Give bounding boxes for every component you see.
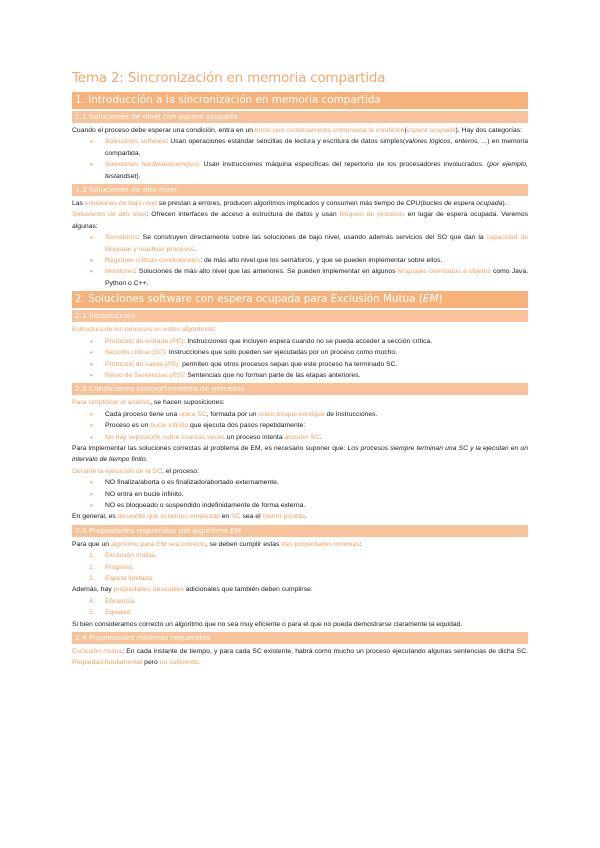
section-2-3-heading: 2.3 Propiedades requeridas del algoritmo EM — [72, 525, 528, 537]
section-1-heading: 1. Introducción a la sincronización en memoria compartida — [72, 92, 528, 109]
list-item: • Resto de Sentencias (RS): Sentencias que no forman parte de las etapas anteriores. — [105, 370, 528, 381]
section-2-1-list — [72, 336, 528, 382]
list-item: 5. Equidad. — [89, 609, 132, 617]
section-2-3-list-1 — [72, 550, 528, 584]
list-item: 4. Eficiencia. — [89, 597, 136, 605]
list-item: • Protocolo de entrada (PE): Instrucciones que incluyen espera cuando no se pueda acceder a sección crítica. — [105, 336, 528, 347]
section-2-2-paragraph-4: En general, es deseable que el tiempo empleado en SC sea el menor posible. — [72, 513, 308, 521]
list-item: • Proceso es un bucle infinito que ejecuta dos pasos repetidamente: — [105, 420, 528, 431]
list-item: • Semáforos: Se construyen directamente sobre las soluciones de bajo nivel, usando además servicios del SO que dan la capacidad de bloquear y reactivar procesos. — [105, 232, 528, 255]
list-item: • Cada proceso tiene una única SC, formada por un único bloque contiguo de instrucciones. — [105, 409, 528, 420]
section-2-2-heading: 2.2 Condiciones comportamiento de procesos — [72, 383, 528, 395]
list-item: • Soluciones software: Usan operaciones estándar sencillas de lectura y escritura de datos simples(valores lógicos, enteros, ...) en memoria compartida. — [105, 136, 528, 159]
section-2-2-list-1 — [72, 409, 528, 443]
section-2-1-paragraph: Estructura de los procesos en estos algoritmos: — [72, 326, 216, 334]
section-2-3-paragraph-3: Si bien consideramos correcto un algoritmo que no sea muy eficiente o para el que no pueda demostrarse claramente la equidad. — [72, 620, 463, 628]
section-2-3-list-2 — [72, 596, 528, 619]
list-item: • Sección crítica (SC): Instrucciones que solo pueden ser ejecutadas por un proceso como mucho. — [105, 347, 528, 358]
section-2-heading: 2. Soluciones software con espera ocupada para Exclusión Mutua (EM) — [72, 291, 528, 308]
document-content — [72, 70, 528, 669]
section-2-3-paragraph-2: Además, hay propiedades deseables adicionales que también deben cumplirse: — [72, 586, 313, 594]
section-2-2-paragraph-3: Durante la ejecución de la SC, el proceso: — [72, 467, 199, 475]
section-2-2-paragraph-1: Para simplificar el análisis, se hacen suposiciones: — [72, 399, 225, 407]
list-item: • NO finaliza/aborta o es finalizado/abortado externamente. — [105, 477, 528, 488]
list-item: 1. Exclusión mutua. — [89, 552, 157, 560]
section-2-3-paragraph-1: Para que un algoritmo para EM sea correcto, se deben cumplir estas tres propiedades mínimas: — [72, 540, 362, 548]
section-1-2-list — [72, 232, 528, 289]
list-item: • Monitores: Soluciones de más alto nivel que las anteriores. Se pueden implementar en algunos lenguajes orientados a objetos como Java, Python o C++. — [105, 266, 528, 289]
list-item: 2. Progreso. — [89, 563, 135, 571]
section-2-2-list-2 — [72, 477, 528, 511]
section-2-4-paragraph: Exclusión mutua: En cada instante de tiempo, y para cada SC existente, habrá como mucho un proceso ejecutando algunas sentencias de dicha SC. Propiedad fundamental pero no suficiente. — [72, 648, 529, 667]
section-1-1-paragraph: Cuando el proceso debe esperar una condición, entra en un bucle que continuamente comprueba la condición(espera ocupada). Hay dos categorías: — [72, 127, 523, 134]
list-item: • Protocolo de salida (PS): permiten que otros procesos sepan que este proceso ha terminado SC. — [105, 359, 528, 370]
section-2-2-paragraph-2: Para implementar las soluciones correctas al problema de EM, es necesario suponer que: Los procesos siempre terminan una SC y la ejecutan en un intervalo de tiempo finito. — [72, 444, 528, 464]
list-item: • NO entra en bucle infinito. — [105, 489, 528, 500]
list-item: • No hay suposición sobre cuantas veces un proceso intenta acceder SC. — [105, 432, 528, 443]
section-2-4-heading: 2.4 Propiedades mínimas requeridas — [72, 632, 528, 644]
section-1-2-paragraph-2: Soluciones de alto nivel: Ofrecen interfaces de acceso a estructura de datos y usan bloqueo de procesos en lugar de espera ocupada. Veremos algunas: — [72, 211, 529, 230]
list-item: • NO es bloqueado o suspendido indefinidamente de forma externa. — [105, 500, 528, 511]
section-1-1-heading: 1.1 Soluciones de nivel con espera ocupada — [72, 111, 528, 123]
section-1-2-heading: 1.2 Soluciones de alto nivel — [72, 184, 528, 196]
section-1-2-paragraph-1: Las soluciones de bajo nivel se prestan a errores, producen algoritmos implicados y consumen más tiempo de CPU(bucles de espera ocupada). — [72, 200, 507, 208]
section-2-1-heading: 2.1 Introducción — [72, 310, 528, 322]
page-title: Tema 2: Sincronización en memoria compartida — [72, 70, 386, 86]
list-item: • Regiones críticas condicionales: de más alto nivel que los semáforos, y que se pueden implementar sobre ellos. — [105, 255, 528, 266]
list-item: • Soluciones hardware(cerrojos): Usan instrucciones máquina específicas del repertorio de los procesadores involucrados. (por ejemplo, testandset). — [105, 159, 528, 182]
section-1-1-list — [72, 136, 528, 182]
list-item: 3. Espera limitada. — [89, 575, 154, 582]
